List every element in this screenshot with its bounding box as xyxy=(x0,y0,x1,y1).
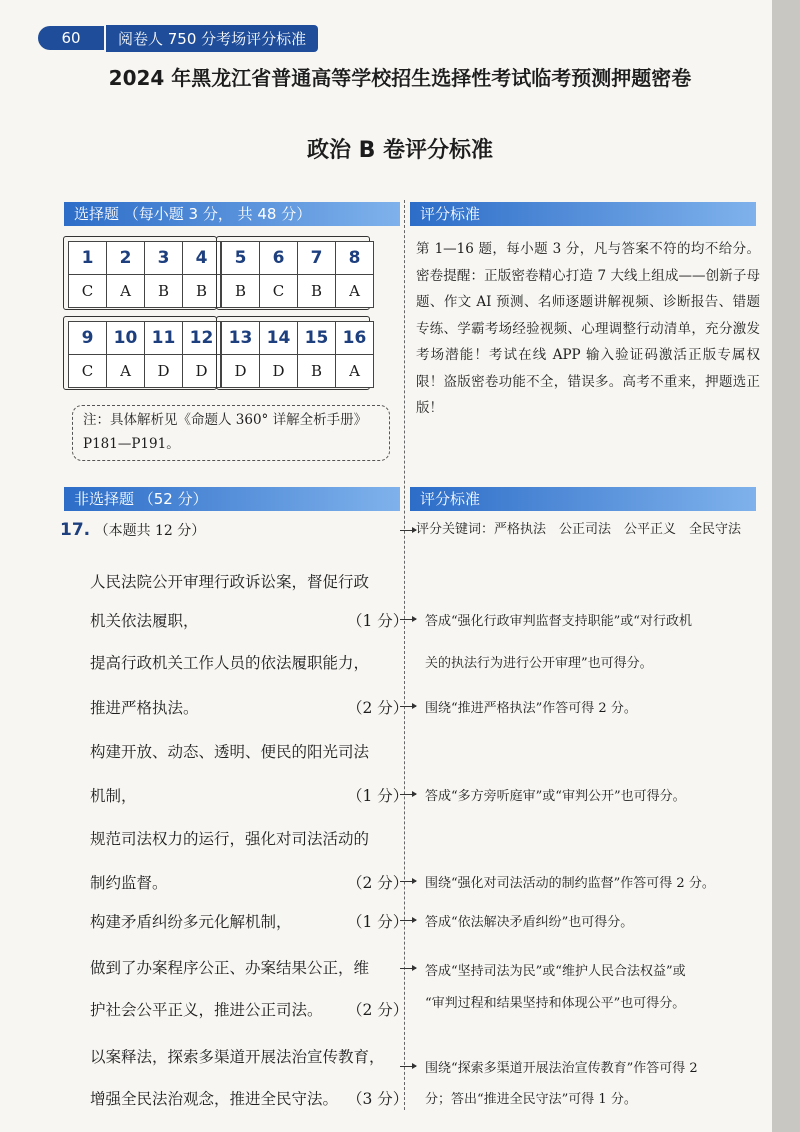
question-number-cell: 12 xyxy=(183,322,221,355)
criteria-bar-2: 评分标准 xyxy=(410,487,756,511)
answer-table-2 xyxy=(221,241,374,308)
scoring-comment: 围绕“强化对司法活动的制约监督”作答可得 2 分。 xyxy=(425,876,715,891)
answer-line: 规范司法权力的运行，强化对司法活动的 xyxy=(90,830,370,848)
answer-cell: D xyxy=(145,355,183,388)
answer-line: 以案释法，探索多渠道开展法治宣传教育， xyxy=(90,1048,385,1066)
question-number-cell: 1 xyxy=(69,242,107,275)
question-number-cell: 5 xyxy=(222,242,260,275)
scoring-keywords: 评分关键词：严格执法 公正司法 公平正义 全民守法 xyxy=(416,522,742,537)
answer-line: 构建矛盾纠纷多元化解机制， xyxy=(90,913,292,931)
paper-subtitle: 政治 B 卷评分标准 xyxy=(306,138,494,163)
scoring-comment: 围绕“探索多渠道开展法治宣传教育”作答可得 2 xyxy=(425,1061,698,1076)
answer-cell: D xyxy=(183,355,221,388)
answer-cell: A xyxy=(336,275,374,308)
question-number-cell: 9 xyxy=(69,322,107,355)
answer-cell: A xyxy=(107,275,145,308)
answer-line: 护社会公平正义，推进公正司法。 xyxy=(90,1001,323,1019)
answer-line: 推进严格执法。 xyxy=(90,699,199,717)
answer-line: 增强全民法治观念，推进全民守法。 xyxy=(90,1090,339,1108)
page-number: 60 xyxy=(38,26,104,50)
question-number-cell: 16 xyxy=(336,322,374,355)
answer-cell: A xyxy=(336,355,374,388)
leader-arrow xyxy=(400,706,416,707)
leader-arrow xyxy=(400,968,416,969)
question-number-cell: 10 xyxy=(107,322,145,355)
answer-cell: D xyxy=(260,355,298,388)
leader-arrow xyxy=(400,881,416,882)
question-number-cell: 4 xyxy=(183,242,221,275)
choice-section-bar: 选择题 （每小题 3 分， 共 48 分） xyxy=(64,202,400,226)
answer-line: 机制， xyxy=(90,787,137,805)
leader-arrow xyxy=(400,920,416,921)
answer-line: 构建开放、动态、透明、便民的阳光司法 xyxy=(90,743,370,761)
answer-table-3 xyxy=(68,321,221,388)
point-value: （1 分） xyxy=(347,913,409,931)
question-score: （本题共 12 分） xyxy=(94,523,206,539)
scoring-comment: 答成“坚持司法为民”或“维护人民合法权益”或 xyxy=(425,964,686,979)
question-number-cell: 7 xyxy=(298,242,336,275)
question-number: 17. xyxy=(60,520,91,540)
question-number-cell: 15 xyxy=(298,322,336,355)
question-number-cell: 11 xyxy=(145,322,183,355)
scoring-comment: 分；答出“推进全民守法”可得 1 分。 xyxy=(425,1092,637,1107)
answer-cell: B xyxy=(298,355,336,388)
leader-arrow xyxy=(400,1066,416,1067)
book-spine xyxy=(772,0,800,1132)
answer-line: 机关依法履职， xyxy=(90,612,199,630)
answer-cell: B xyxy=(183,275,221,308)
answer-cell: B xyxy=(298,275,336,308)
exam-title: 2024 年黑龙江省普通高等学校招生选择性考试临考预测押题密卷 xyxy=(108,66,692,90)
point-value: （1 分） xyxy=(347,612,409,630)
analysis-reference-note: 注：具体解析见《命题人 360° 详解全析手册》P181—P191。 xyxy=(72,405,390,461)
point-value: （2 分） xyxy=(347,699,409,717)
question-17-header xyxy=(60,520,205,540)
page-header xyxy=(38,24,318,52)
answer-cell: B xyxy=(222,275,260,308)
answer-cell: B xyxy=(145,275,183,308)
answer-table-1 xyxy=(68,241,221,308)
scoring-comment: 答成“强化行政审判监督支持职能”或“对行政机 xyxy=(425,614,692,629)
scoring-comment: 围绕“推进严格执法”作答可得 2 分。 xyxy=(425,701,637,716)
point-value: （2 分） xyxy=(347,874,409,892)
answer-line: 制约监督。 xyxy=(90,874,168,892)
criteria-bar-1: 评分标准 xyxy=(410,202,756,226)
answer-line: 做到了办案程序公正、办案结果公正，维 xyxy=(90,959,370,977)
scoring-comment: 关的执法行为进行公开审理”也可得分。 xyxy=(425,656,653,671)
answer-line: 提高行政机关工作人员的依法履职能力， xyxy=(90,654,370,672)
book-title: 阅卷人 750 分考场评分标准 xyxy=(106,25,318,52)
question-number-cell: 2 xyxy=(107,242,145,275)
criteria-text-1: 第 1—16 题，每小题 3 分，凡与答案不符的均不给分。密卷提醒：正版密卷精心打造 7 大线上组成——创新子母题、作文 AI 预测、名师逐题讲解视频、诊断报告、错题专练、学霸考场经验视频、心理调整行动清单，充分激发考场潜能！考试在线 APP 输入验证码激活正版专属权限！盗版密卷功能不全，错误多。高考不重来，押题选正版！ xyxy=(416,241,760,416)
question-number-cell: 14 xyxy=(260,322,298,355)
answer-cell: C xyxy=(260,275,298,308)
nonchoice-section-bar: 非选择题 （52 分） xyxy=(64,487,400,511)
question-number-cell: 6 xyxy=(260,242,298,275)
scoring-comment: 答成“多方旁听庭审”或“审判公开”也可得分。 xyxy=(425,789,686,804)
point-value: （1 分） xyxy=(347,787,409,805)
leader-arrow xyxy=(400,619,416,620)
leader-arrow xyxy=(400,794,416,795)
answer-cell: C xyxy=(69,355,107,388)
scoring-comment: “审判过程和结果坚持和体现公平”也可得分。 xyxy=(425,996,686,1011)
answer-table-4 xyxy=(221,321,374,388)
point-value: （2 分） xyxy=(347,1001,409,1019)
answer-cell: A xyxy=(107,355,145,388)
question-number-cell: 3 xyxy=(145,242,183,275)
scoring-comment: 答成“依法解决矛盾纠纷”也可得分。 xyxy=(425,915,634,930)
leader-arrow xyxy=(400,530,416,531)
point-value: （3 分） xyxy=(347,1090,409,1108)
answer-cell: D xyxy=(222,355,260,388)
question-number-cell: 13 xyxy=(222,322,260,355)
answer-cell: C xyxy=(69,275,107,308)
question-number-cell: 8 xyxy=(336,242,374,275)
answer-line: 人民法院公开审理行政诉讼案，督促行政 xyxy=(90,573,370,591)
column-divider xyxy=(404,200,405,1110)
